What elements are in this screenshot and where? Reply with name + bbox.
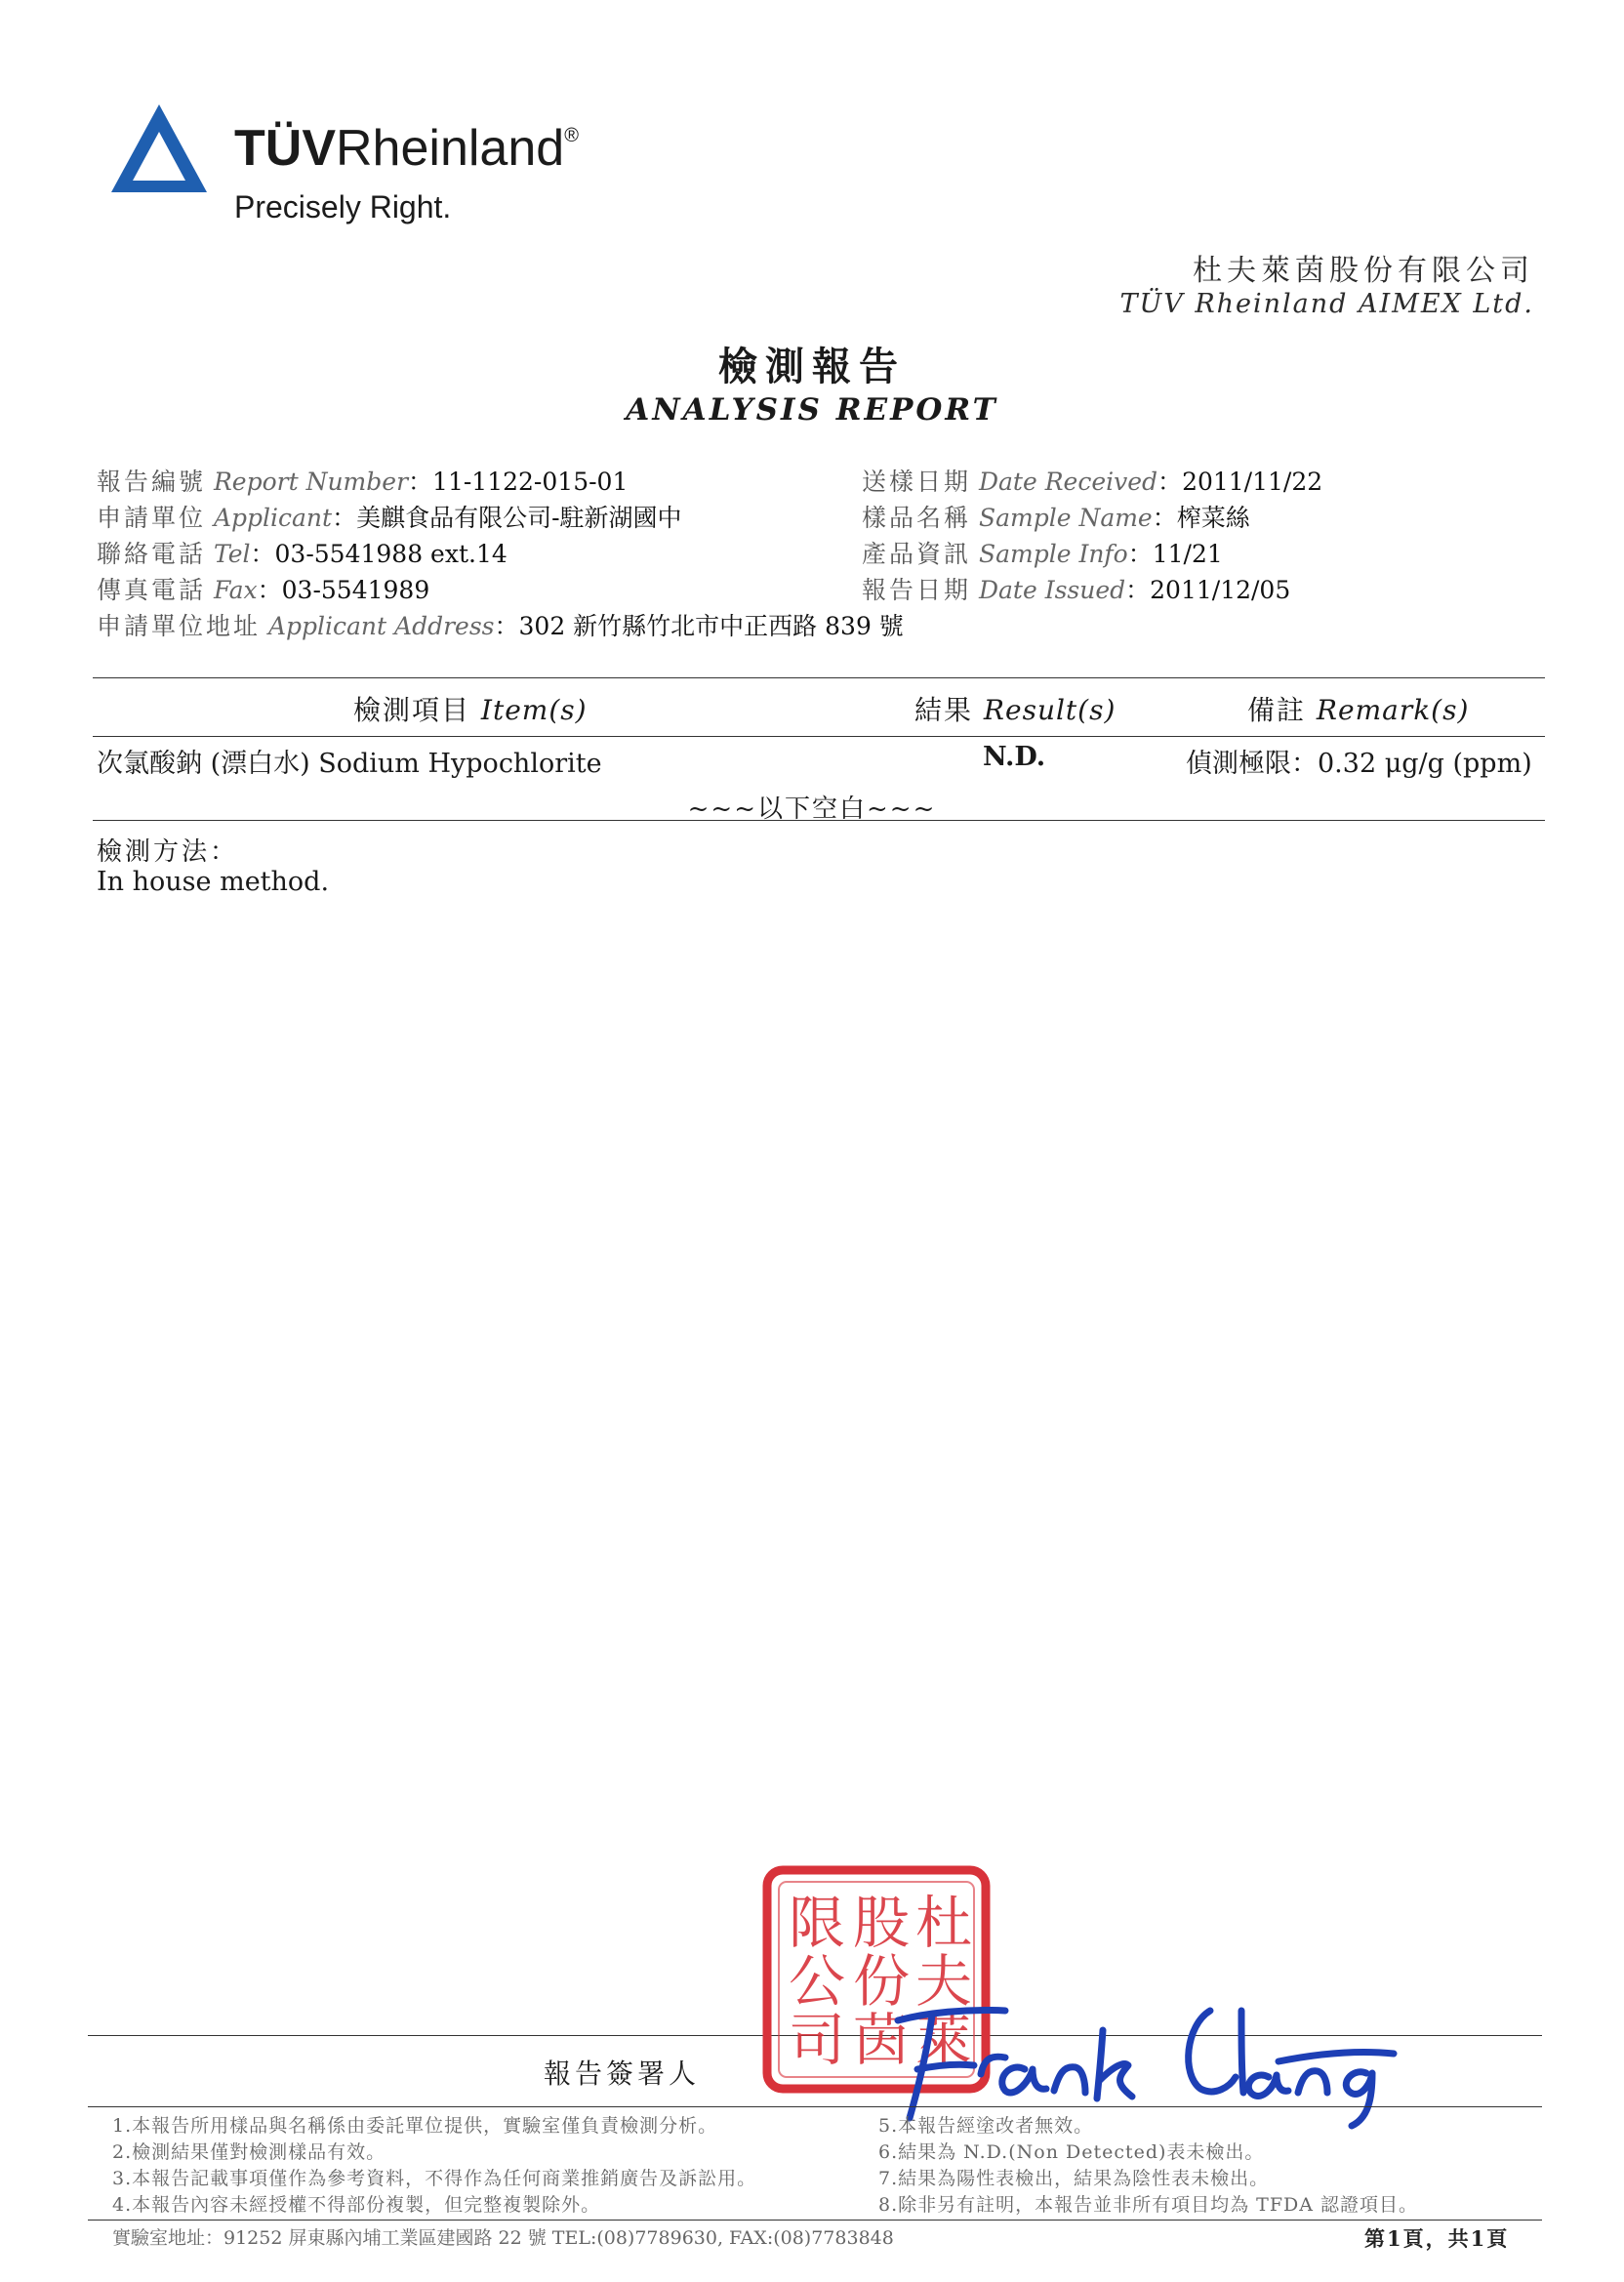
logo-brand-bold: TÜV bbox=[234, 120, 336, 177]
note-7: 7.結果為陽性表檢出，結果為陰性表未檢出。 bbox=[878, 2168, 1270, 2189]
svg-text:萊: 萊 bbox=[915, 2007, 973, 2073]
info-report-number: 報告編號 Report Number：11-1122-015-01 bbox=[97, 468, 629, 496]
method-label: 檢測方法： bbox=[97, 837, 239, 867]
signatory-label: 報告簽署人 bbox=[544, 2058, 701, 2090]
note-3: 3.本報告記載事項僅作為參考資料，不得作為任何商業推銷廣告及訴訟用。 bbox=[112, 2168, 757, 2189]
logo-brand-regular: Rheinland bbox=[336, 120, 565, 177]
note-2: 2.檢測結果僅對檢測樣品有效。 bbox=[112, 2141, 386, 2163]
note-6: 6.結果為 N.D.(Non Detected)表未檢出。 bbox=[878, 2141, 1265, 2163]
info-tel: 聯絡電話 Tel：03-5541988 ext.14 bbox=[97, 540, 508, 568]
row-item: 次氯酸鈉 (漂白水) Sodium Hypochlorite bbox=[97, 749, 602, 779]
report-title-zh: 檢測報告 bbox=[718, 344, 906, 389]
report-title-en: ANALYSIS REPORT bbox=[626, 392, 998, 428]
svg-text:份: 份 bbox=[853, 1948, 911, 2015]
lab-address: 實驗室地址：91252 屏東縣內埔工業區建國路 22 號 TEL:(08)7789630, FAX:(08)7783848 bbox=[112, 2227, 894, 2249]
info-applicant-address: 申請單位地址 Applicant Address：302 新竹縣竹北市中正西路 839 號 bbox=[97, 612, 904, 640]
table-top-rule bbox=[93, 677, 1545, 678]
info-date-issued: 報告日期 Date Issued：2011/12/05 bbox=[862, 576, 1291, 604]
table-bottom-rule bbox=[93, 820, 1545, 821]
info-sample-info: 產品資訊 Sample Info：11/21 bbox=[862, 540, 1223, 568]
company-name-en: TÜV Rheinland AIMEX Ltd. bbox=[1119, 289, 1534, 319]
info-fax: 傳真電話 Fax：03-5541989 bbox=[97, 576, 430, 604]
svg-text:杜: 杜 bbox=[915, 1890, 973, 1956]
info-sample-name: 樣品名稱 Sample Name：榨菜絲 bbox=[862, 504, 1250, 532]
note-5: 5.本報告經塗改者無效。 bbox=[878, 2115, 1094, 2137]
method-value: In house method. bbox=[97, 867, 330, 897]
signature-bottom-rule bbox=[88, 2106, 1542, 2107]
row-result: N.D. bbox=[983, 742, 1046, 772]
svg-text:夫: 夫 bbox=[915, 1948, 973, 2015]
svg-text:限: 限 bbox=[789, 1890, 846, 1956]
logo-brand bbox=[234, 119, 579, 178]
row-remark: 偵測極限：0.32 μg/g (ppm) bbox=[1186, 749, 1532, 779]
info-date-received: 送樣日期 Date Received：2011/11/22 bbox=[862, 468, 1323, 496]
blank-marker: ~~~以下空白~~~ bbox=[687, 795, 937, 824]
page-count: 第1頁，共1頁 bbox=[1364, 2226, 1510, 2251]
svg-text:公: 公 bbox=[789, 1948, 846, 2015]
logo-tagline: Precisely Right. bbox=[234, 189, 452, 224]
svg-text:股: 股 bbox=[853, 1890, 911, 1956]
company-name-zh: 杜夫萊茵股份有限公司 bbox=[1193, 254, 1534, 288]
svg-text:司: 司 bbox=[789, 2007, 846, 2073]
svg-text:茵: 茵 bbox=[853, 2007, 911, 2073]
tuv-triangle-icon bbox=[109, 102, 209, 195]
note-8: 8.除非另有註明，本報告並非所有項目均為 TFDA 認證項目。 bbox=[878, 2194, 1419, 2216]
header-result: 結果 Result(s) bbox=[914, 694, 1116, 726]
registered-mark: ® bbox=[564, 125, 579, 146]
note-1: 1.本報告所用樣品與名稱係由委託單位提供，實驗室僅負責檢測分析。 bbox=[112, 2115, 718, 2137]
header-remark: 備註 Remark(s) bbox=[1247, 694, 1470, 726]
footer-rule bbox=[88, 2220, 1542, 2221]
note-4: 4.本報告內容未經授權不得部份複製，但完整複製除外。 bbox=[112, 2194, 601, 2216]
table-header-rule bbox=[93, 736, 1545, 737]
info-applicant: 申請單位 Applicant：美麒食品有限公司-駐新湖國中 bbox=[97, 504, 682, 532]
header-item: 檢測項目 Item(s) bbox=[353, 694, 588, 726]
